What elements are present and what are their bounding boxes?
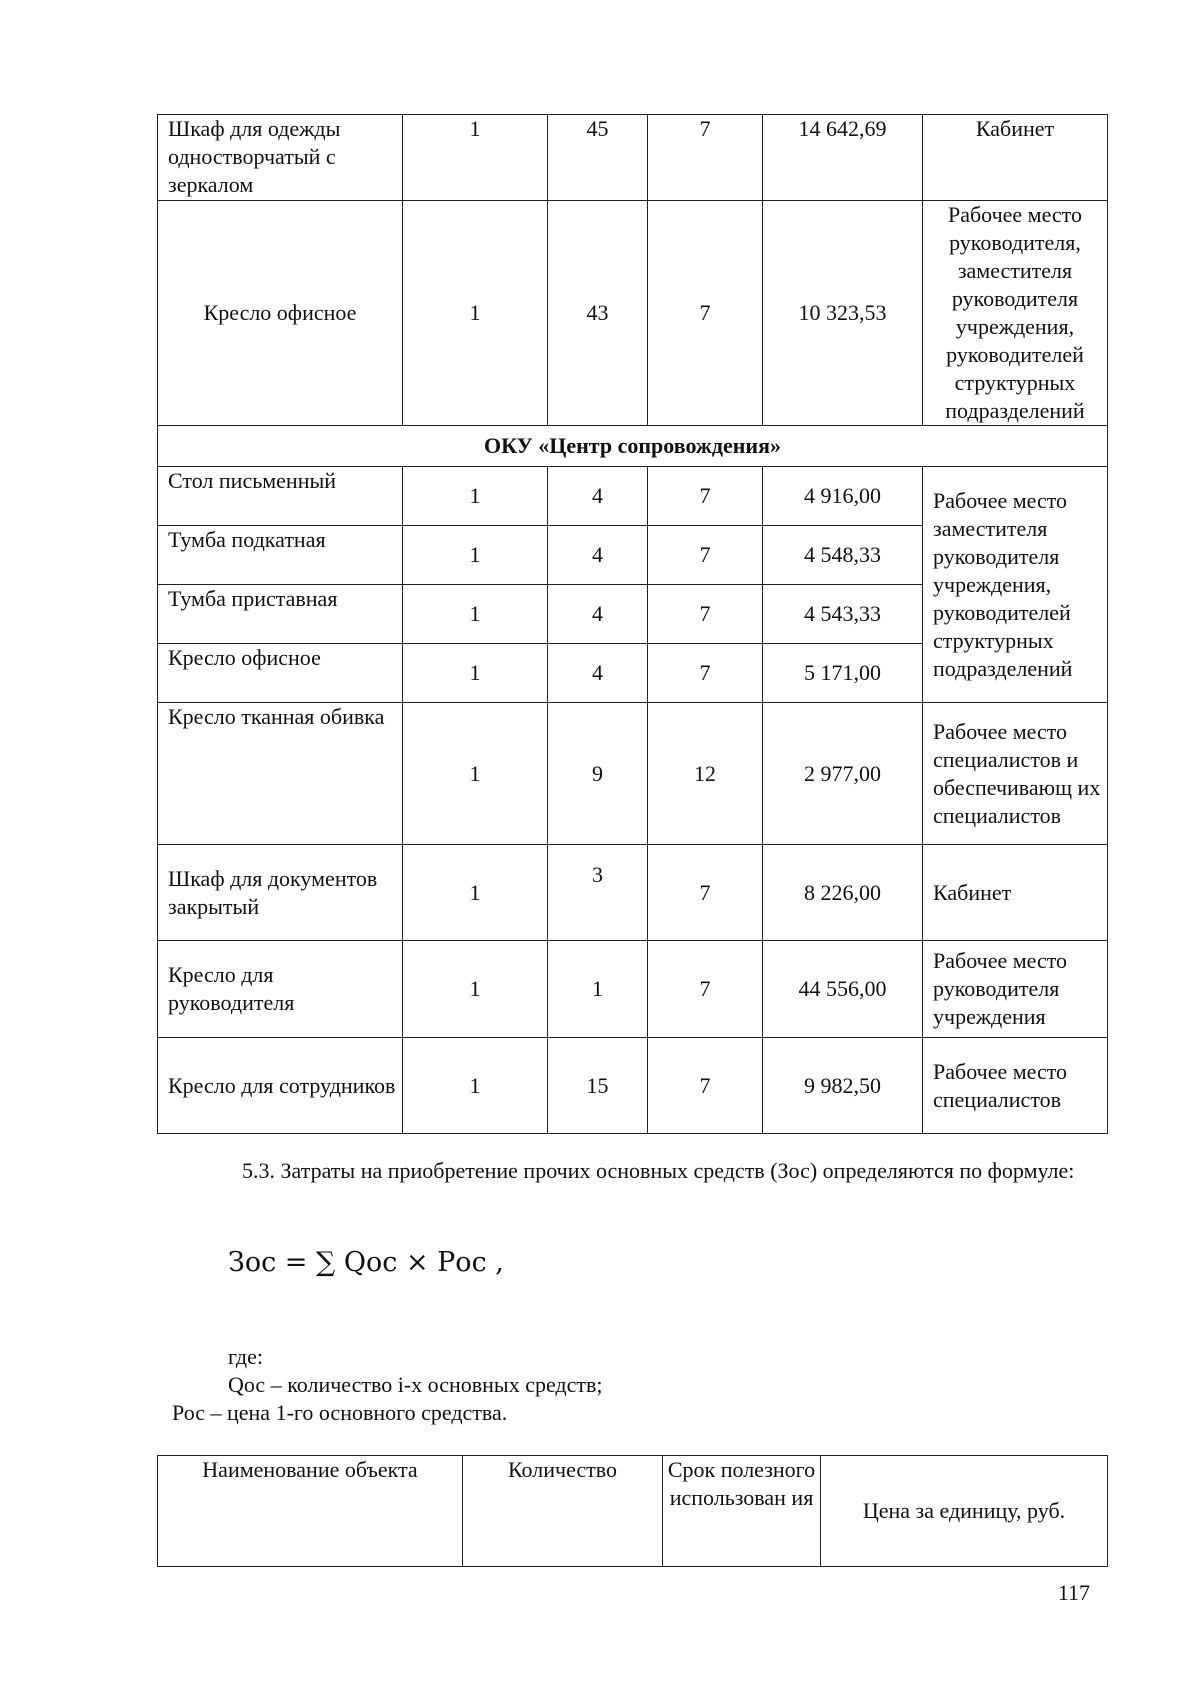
cell-value: 4	[548, 644, 648, 703]
cell-value: 1	[403, 1038, 548, 1134]
column-header: Количество	[463, 1456, 663, 1567]
item-price: 2 977,00	[763, 703, 923, 845]
cell-value: 1	[403, 467, 548, 526]
item-price: 4 548,33	[763, 526, 923, 585]
cell-value: 3	[548, 845, 648, 941]
definition-p: Рос – цена 1-го основного средства.	[172, 1400, 508, 1425]
item-name: Тумба приставная	[158, 585, 403, 644]
table-row	[158, 941, 1108, 1038]
cell-value: 7	[648, 467, 763, 526]
cell-value: 1	[403, 703, 548, 845]
item-name: Кресло офисное	[158, 644, 403, 703]
where-label: где:	[228, 1344, 263, 1369]
cell-value: 7	[648, 526, 763, 585]
item-name: Тумба подкатная	[158, 526, 403, 585]
cell-value: 15	[548, 1038, 648, 1134]
table-row	[158, 845, 1108, 941]
cell-value: 1	[403, 585, 548, 644]
cell-value: 7	[648, 845, 763, 941]
item-name: Кресло тканная обивка	[158, 703, 403, 845]
furniture-table	[157, 114, 1108, 1134]
page-number: 117	[1057, 1580, 1090, 1605]
cell-value: 1	[403, 201, 548, 426]
definition-q: Qос – количество i-х основных средств;	[228, 1372, 603, 1397]
group-location: Рабочее место заместителя руководителя учреждения, руководителей структурных подразделений	[923, 467, 1108, 703]
table-row	[158, 467, 1108, 526]
column-header: Цена за единицу, руб.	[821, 1456, 1108, 1567]
cell-value: 4	[548, 526, 648, 585]
section-title: ОКУ «Центр сопровождения»	[158, 426, 1108, 467]
cell-value: 1	[403, 845, 548, 941]
table-row	[158, 201, 1108, 426]
item-name: Шкаф для документов закрытый	[158, 845, 403, 941]
item-location: Рабочее место руководителя учреждения	[923, 941, 1108, 1038]
cell-value: 7	[648, 1038, 763, 1134]
table-row	[158, 115, 1108, 201]
item-price: 9 982,50	[763, 1038, 923, 1134]
item-location: Кабинет	[923, 115, 1108, 201]
cell-value: 7	[648, 201, 763, 426]
item-price: 5 171,00	[763, 644, 923, 703]
item-price: 10 323,53	[763, 201, 923, 426]
cell-value: 4	[548, 585, 648, 644]
cell-value: 43	[548, 201, 648, 426]
item-location: Рабочее место руководителя, заместителя руководителя учреждения, руководителей структурных подразделений	[923, 201, 1108, 426]
item-location: Кабинет	[923, 845, 1108, 941]
section-row	[158, 426, 1108, 467]
cost-formula: Зос = ∑ Qос × Pос ,	[228, 1247, 504, 1278]
item-location: Рабочее место специалистов	[923, 1038, 1108, 1134]
header-row	[158, 1456, 1108, 1567]
item-price: 8 226,00	[763, 845, 923, 941]
cell-value: 7	[648, 941, 763, 1038]
item-name: Стол письменный	[158, 467, 403, 526]
item-location: Рабочее место специалистов и обеспечивающ их специалистов	[923, 703, 1108, 845]
cell-value: 1	[403, 941, 548, 1038]
column-header: Срок полезного использован ия	[663, 1456, 821, 1567]
cell-value: 1	[403, 115, 548, 201]
table-row	[158, 703, 1108, 845]
cell-value: 7	[648, 585, 763, 644]
item-price: 4 916,00	[763, 467, 923, 526]
cell-value: 7	[648, 644, 763, 703]
cell-value: 1	[403, 644, 548, 703]
objects-header-table	[157, 1455, 1108, 1567]
cell-value: 12	[648, 703, 763, 845]
column-header: Наименование объекта	[158, 1456, 463, 1567]
section-paragraph: 5.3. Затраты на приобретение прочих основных средств (Зос) определяются по формуле:	[242, 1158, 1075, 1183]
cell-value: 1	[403, 526, 548, 585]
item-name: Кресло офисное	[158, 201, 403, 426]
cell-value: 7	[648, 115, 763, 201]
cell-value: 9	[548, 703, 648, 845]
item-name: Шкаф для одежды одностворчатый с зеркалом	[158, 115, 403, 201]
item-price: 4 543,33	[763, 585, 923, 644]
cell-value: 1	[548, 941, 648, 1038]
item-price: 14 642,69	[763, 115, 923, 201]
item-name: Кресло для руководителя	[158, 941, 403, 1038]
cell-value: 4	[548, 467, 648, 526]
cell-value: 45	[548, 115, 648, 201]
table-row	[158, 1038, 1108, 1134]
item-name: Кресло для сотрудников	[158, 1038, 403, 1134]
item-price: 44 556,00	[763, 941, 923, 1038]
